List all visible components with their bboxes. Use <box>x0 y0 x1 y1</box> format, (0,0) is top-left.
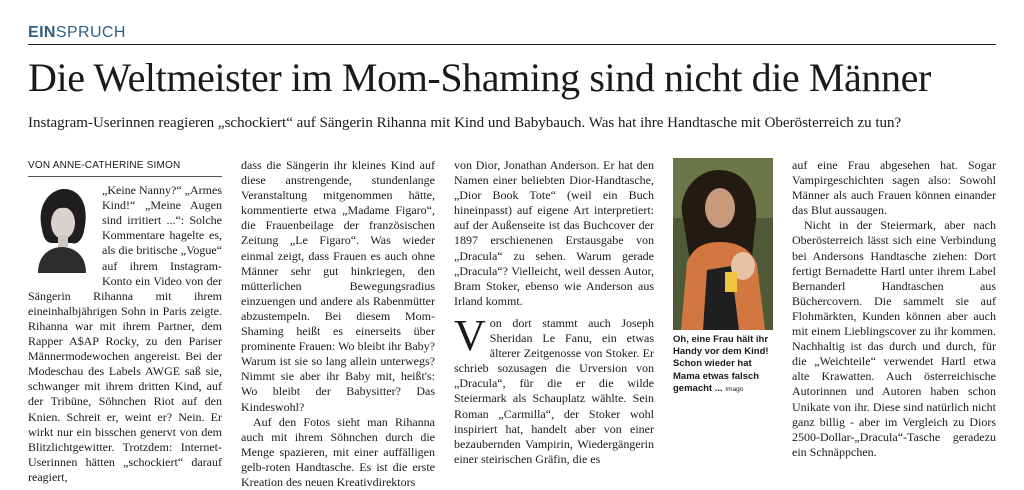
article-column-3 <box>454 158 654 467</box>
headline: Die Weltmeister im Mom-Shaming sind nicht die Männer <box>28 55 931 100</box>
section-label-bold: EIN <box>28 24 56 41</box>
section-header <box>28 24 996 45</box>
article-column-2 <box>241 158 435 490</box>
author-portrait <box>28 183 96 275</box>
byline: VON ANNE-CATHERINE SIMON <box>28 158 222 177</box>
paragraph: Auf den Fotos sieht man Rihanna auch mit ihrem Söhnchen durch die Menge spazieren, mit einer auffälligen gelb-roten Handtasche. Es ist die erste Kreation des neuen Kreativdirektors <box>241 414 435 489</box>
subheadline: Instagram-Userinnen reagieren „schockiert“ auf Sängerin Rihanna mit Kind und Babybauch. Was hat ihre Handtasche mit Oberösterreich zu tun? <box>28 115 902 131</box>
paragraph: dass die Sängerin ihr kleines Kind auf diese anstrengende, stundenlange Veranstaltung mitgenommen hätte, kommentierte etwa „Madame Figaro“, die Frauenbeilage der französischen Zeitung „Le Figaro“. Was wieder einmal zeigt, dass Frauen es auch ohne Männer sehr gut hinkriegen, den mütterlichen Bewegungsradius einzuengen und andere als Rabenmütter abzustempeln. Bei diesem Mom-Shaming heißt es einerseits über prominente Frauen: Wo bleibt ihr Baby? Warum ist sie so lang allein unterwegs? Nimmt sie aber ihr Baby mit, heißt's: Wo bleibt der Babysitter? Das Kindeswohl? <box>241 158 435 414</box>
caption-text: Oh, eine Frau hält ihr Handy vor dem Kind! Schon wieder hat Mama etwas falsch gemacht ... <box>673 334 769 394</box>
drop-cap: V <box>454 310 486 360</box>
article-column-1 <box>28 158 222 485</box>
photo-caption <box>673 334 773 396</box>
article-column-5 <box>792 158 996 460</box>
paragraph: „Keine Nanny?“ „Armes Kind!“ „Meine Augen sind irritiert ...“: Solche Kommentare hagelte es, als die britische „Vogue“ auf ihrem Instagram-Konto ein Video von der Sängerin Rihanna mit ihrem eineinhalbjährigen Sohn in Paris zeigte. Rihanna war mit ihrem Partner, dem Rapper A$AP Rocky, zu den Pariser Männermodewochen angereist. Bei der Modeschau des Labels AWGE saß sie, schwanger mit ihrem dritten Kind, auf der Tribüne, Söhnchen Riot auf den Knien. Schreit er, weint er? Nein. Er wirkt nur ein bisschen genervt von dem Blitzlichtgewitter. Trotzdem: Internet-Userinnen hätten „schockiert“ darauf reagiert, <box>28 183 222 484</box>
paragraph-text: on dort stammt auch Joseph Sheridan Le Fanu, ein etwas älterer Zeitgenosse von Stoker. Er schrieb sozusagen die Urversion von „Dracula“, für die er die wilde Steiermark als Schauplatz wählte. Sein Roman „Carmilla“, der Stoker wohl inspiriert hat, handelt aber von einer bezaubernden Vampirin, Wiedergängerin einer steirischen Gräfin, die es <box>454 315 654 466</box>
paragraph: Nicht in der Steiermark, aber nach Oberösterreich lässt sich eine Verbindung bei Andersons Handtasche ziehen: Dort fertigt Bernadette Hartl unter ihrem Label Bernanderl Handtaschen aus Büchercovern. Die sammelt sie auf Flohmärkten, Kunden können aber auch mit einem Lieblingscover zu ihr kommen. Nachhaltig ist das durch und durch, für die „Weichteile“ verwendet Hartl etwa alte Krawatten. Auch österreichische Autorinnen und Autoren haben schon Unikate von ihr. Diese sind natürlich nicht ganz billig - aber im Vergleich zu Diors 2500-Dollar-„Dracula“-Tasche geradezu ein Schnäppchen. <box>792 218 996 459</box>
paragraph: auf eine Frau abgesehen hat. Sogar Vampirgeschichten sagen also: Sowohl Männer als auch Frauen können einander das Blut aussaugen. <box>792 158 996 218</box>
photo-column <box>673 158 773 396</box>
paragraph-dropcap <box>454 310 654 467</box>
section-label <box>28 24 126 42</box>
section-label-regular: SPRUCH <box>55 24 126 41</box>
paragraph: von Dior, Jonathan Anderson. Er hat den Namen einer beliebten Dior-Handtasche, „Dior Book Tote“ (weil ein Buch hineinpasst) auf eigene Art interpretiert: auf der Außenseite ist das Buchcover der 1897 erschienenen Erstausgabe von „Dracula“ zu sehen. Warum gerade „Dracula“? Vielleicht, weil dessen Autor, Bram Stoker, ebenso wie Anderson aus Irland kommt. <box>454 158 654 308</box>
article-photo <box>673 158 773 330</box>
photo-credit: Imago <box>725 385 744 393</box>
